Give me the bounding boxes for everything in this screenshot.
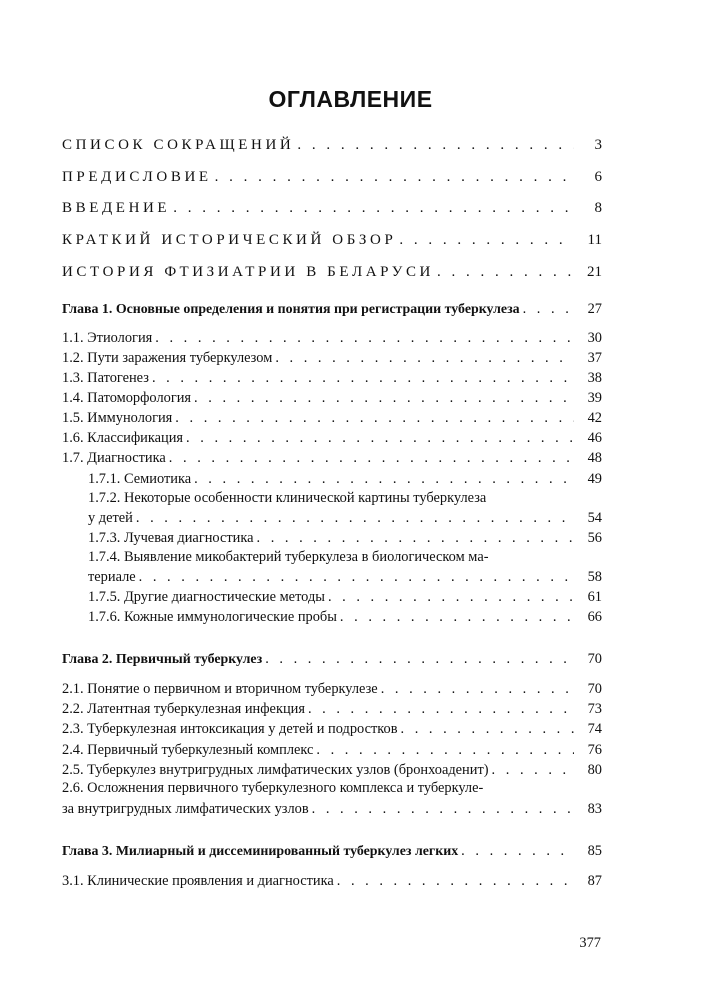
dot-leader	[183, 430, 574, 447]
toc-page-number: 83	[587, 801, 602, 817]
dot-leader	[337, 609, 574, 626]
toc-page-number: 42	[587, 410, 602, 426]
toc-page-number: 21	[587, 264, 602, 280]
toc-entry-title: СПИСОК СОКРАЩЕНИЙ	[62, 137, 295, 153]
toc-entry-title: 1.4. Патоморфология	[62, 390, 192, 406]
toc-entry-title: 2.5. Туберкулез внутригрудных лимфатических узлов (бронхоаденит)	[62, 762, 489, 778]
page-title: ОГЛАВЛЕНИЕ	[268, 86, 433, 112]
toc-page-number: 76	[587, 742, 602, 758]
toc-item[interactable]	[62, 409, 602, 427]
toc-subitem[interactable]	[88, 608, 602, 626]
toc-page-number: 66	[587, 609, 602, 625]
toc-entry-title: у детей	[88, 510, 133, 526]
toc-entry-historical-review[interactable]	[62, 227, 602, 249]
toc-entry-title: 1.7.6. Кожные иммунологические пробы	[88, 609, 337, 625]
page-number: 377	[579, 935, 601, 951]
toc-page-number: 30	[587, 330, 602, 346]
toc-entry-title: Глава 1. Основные определения и понятия при регистрации туберкулеза	[62, 302, 520, 317]
toc-item[interactable]	[62, 429, 602, 447]
dot-leader	[152, 330, 574, 347]
toc-item[interactable]	[62, 680, 602, 698]
toc-entry-introduction[interactable]	[62, 195, 602, 217]
dot-leader	[325, 589, 574, 606]
toc-entry-title: 2.3. Туберкулезная интоксикация у детей и подростков	[62, 721, 398, 737]
dot-leader	[294, 137, 574, 154]
toc-entry-title: 1.6. Классификация	[62, 430, 184, 446]
dot-leader	[458, 843, 574, 860]
toc-entry-title: 1.5. Иммунология	[62, 410, 173, 426]
toc-entry-title: 2.2. Латентная туберкулезная инфекция	[62, 701, 305, 717]
toc-page-number: 70	[587, 681, 602, 697]
toc-entry-abbreviations[interactable]	[62, 132, 602, 154]
dot-leader	[136, 569, 574, 586]
toc-entry-preface[interactable]	[62, 164, 602, 186]
toc-page-number: 70	[587, 651, 602, 667]
toc-entry-title: 1.1. Этиология	[62, 330, 153, 346]
dot-leader	[149, 370, 574, 387]
toc-item[interactable]	[62, 389, 602, 407]
toc-page-number: 39	[587, 390, 602, 406]
chapter-2-heading[interactable]	[62, 650, 602, 668]
dot-leader	[170, 200, 574, 217]
dot-leader	[166, 450, 574, 467]
toc-entry-title: 1.7. Диагностика	[62, 450, 166, 466]
toc-item[interactable]	[62, 349, 602, 367]
toc-entry-title: ВВЕДЕНИЕ	[62, 200, 171, 216]
dot-leader	[262, 651, 574, 668]
toc-page-number: 74	[587, 721, 602, 737]
toc-entry-title: 1.7.5. Другие диагностические методы	[88, 589, 325, 605]
toc-page-number: 38	[587, 370, 602, 386]
toc-entry-title: териале	[88, 569, 136, 585]
toc-item[interactable]	[62, 761, 602, 779]
toc-entry-title: Глава 3. Милиарный и диссеминированный туберкулез легких	[62, 844, 459, 859]
toc-item[interactable]	[62, 720, 602, 738]
dot-leader	[334, 873, 574, 890]
toc-page-number: 8	[594, 200, 602, 216]
toc-entry-title: 1.7.3. Лучевая диагностика	[88, 530, 254, 546]
toc-entry-title: 2.4. Первичный туберкулезный комплекс	[62, 742, 314, 758]
dot-leader	[133, 510, 574, 527]
toc-subitem[interactable]	[88, 470, 602, 488]
dot-leader	[172, 410, 574, 427]
toc-subitem[interactable]	[88, 588, 602, 606]
dot-leader	[191, 390, 574, 407]
chapter-3-heading[interactable]	[62, 842, 602, 860]
dot-leader	[212, 169, 574, 186]
toc-entry-title: 1.3. Патогенез	[62, 370, 149, 386]
toc-item[interactable]	[62, 800, 602, 818]
toc-item[interactable]	[62, 329, 602, 347]
toc-item[interactable]	[62, 700, 602, 718]
toc-subitem-first-line: 1.7.2. Некоторые особенности клинической картины туберкулеза	[88, 490, 487, 506]
dot-leader	[489, 762, 574, 779]
toc-entry-title: Глава 2. Первичный туберкулез	[62, 652, 263, 667]
dot-leader	[396, 232, 574, 249]
dot-leader	[254, 530, 574, 547]
toc-item-first-line: 2.6. Осложнения первичного туберкулезного комплекса и туберкуле-	[62, 780, 484, 796]
dot-leader	[434, 264, 574, 281]
toc-page-number: 27	[587, 301, 602, 317]
toc-page-number: 11	[587, 232, 602, 248]
toc-entry-title: КРАТКИЙ ИСТОРИЧЕСКИЙ ОБЗОР	[62, 232, 397, 248]
toc-subitem[interactable]	[88, 529, 602, 547]
toc-item[interactable]	[62, 449, 602, 467]
toc-page-number: 85	[587, 843, 602, 859]
toc-entry-title: ПРЕДИСЛОВИЕ	[62, 169, 212, 185]
toc-page-number: 37	[587, 350, 602, 366]
toc-subitem-first-line: 1.7.4. Выявление микобактерий туберкулеза в биологическом ма-	[88, 549, 489, 565]
toc-entry-title: 1.2. Пути заражения туберкулезом	[62, 350, 273, 366]
toc-page-number: 46	[587, 430, 602, 446]
toc-page-number: 87	[587, 873, 602, 889]
dot-leader	[191, 471, 574, 488]
toc-subitem[interactable]	[88, 509, 602, 527]
dot-leader	[313, 742, 574, 759]
toc-entry-history-belarus[interactable]	[62, 259, 602, 281]
toc-page-number: 54	[587, 510, 602, 526]
toc-entry-title: 2.1. Понятие о первичном и вторичном туберкулезе	[62, 681, 378, 697]
toc-entry-title: за внутригрудных лимфатических узлов	[62, 801, 309, 817]
dot-leader	[520, 301, 574, 318]
toc-page-number: 48	[587, 450, 602, 466]
toc-entry-title: 3.1. Клинические проявления и диагностика	[62, 873, 334, 889]
toc-page-number: 61	[587, 589, 602, 605]
toc-item[interactable]	[62, 872, 602, 890]
toc-entry-title: 1.7.1. Семиотика	[88, 471, 192, 487]
toc-page-number: 49	[587, 471, 602, 487]
dot-leader	[309, 801, 574, 818]
toc-item[interactable]	[62, 369, 602, 387]
dot-leader	[398, 721, 574, 738]
dot-leader	[305, 701, 574, 718]
toc-page-number: 80	[587, 762, 602, 778]
toc-item[interactable]	[62, 741, 602, 759]
chapter-1-heading[interactable]	[62, 300, 602, 318]
toc-entry-title: ИСТОРИЯ ФТИЗИАТРИИ В БЕЛАРУСИ	[62, 264, 434, 280]
dot-leader	[272, 350, 574, 367]
toc-page-number: 3	[594, 137, 602, 153]
toc-page-number: 58	[587, 569, 602, 585]
toc-page-number: 73	[587, 701, 602, 717]
dot-leader	[378, 681, 574, 698]
toc-page-number: 6	[594, 169, 602, 185]
toc-page-number: 56	[587, 530, 602, 546]
toc-subitem[interactable]	[88, 568, 602, 586]
